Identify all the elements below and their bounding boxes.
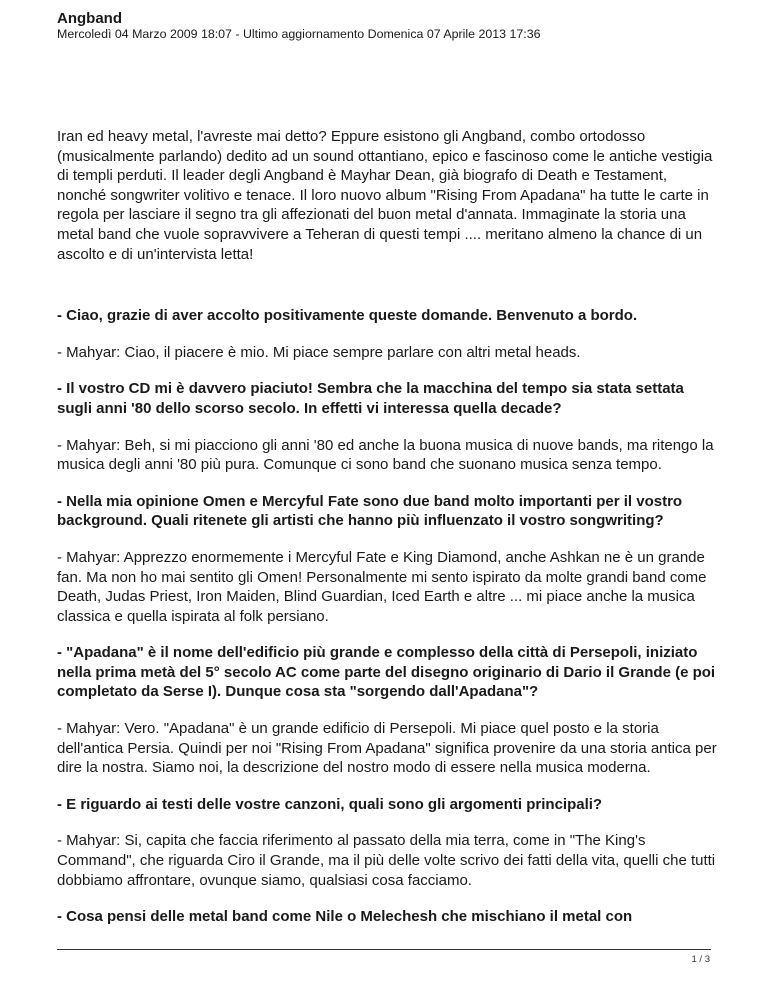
question-1: - Ciao, grazie di aver accolto positivamente queste domande. Benvenuto a bordo. <box>57 307 638 325</box>
answer-5: - Mahyar: Si, capita che faccia riferimento al passato della mia terra, come in "The King's Command", che riguarda Ciro il Grande, ma il più delle volte scrivo dei fatti della vita, quelli che tutti dobbiamo affrontare, ovunque siamo, qualsiasi cosa facciamo. <box>57 832 716 889</box>
date-meta: Mercoledì 04 Marzo 2009 18:07 - Ultimo aggiornamento Domenica 07 Aprile 2013 17:36 <box>57 27 541 41</box>
page-header <box>57 10 717 42</box>
question-3: - Nella mia opinione Omen e Mercyful Fate sono due band molto importanti per il vostro background. Quali ritenete gli artisti che hanno più influenzato il vostro songwriting? <box>57 492 683 530</box>
answer-2: - Mahyar: Beh, si mi piacciono gli anni '80 ed anche la buona musica di nuove bands, ma ritengo la musica degli anni '80 più pura. Comunque ci sono band che suonano musica senza tempo. <box>57 436 714 474</box>
answer-4: - Mahyar: Vero. "Apadana" è un grande edificio di Persepoli. Mi piace quel posto e la storia dell'antica Persia. Quindi per noi "Rising From Apadana" significa provenire da una storia antica per dire la nostra. Siamo noi, la descrizione del nostro modo di essere nella musica moderna. <box>57 720 717 777</box>
footer-divider <box>57 949 711 950</box>
question-4: - "Apadana" è il nome dell'edificio più grande e complesso della città di Persepoli, iniziato nella prima metà del 5° secolo AC come parte del disegno originario di Dario il Grande (e poi completato da Serse I). Dunque cosa sta "sorgendo dall'Apadana"? <box>57 644 716 701</box>
page-title: Angband <box>57 10 122 27</box>
question-6: - Cosa pensi delle metal band come Nile o Melechesh che mischiano il metal con <box>57 908 633 926</box>
answer-3: - Mahyar: Apprezzo enormemente i Mercyful Fate e King Diamond, anche Ashkan ne è un grande fan. Ma non ho mai sentito gli Omen! Personalmente mi sento ispirato da molte grandi band come Death, Judas Priest, Iron Maiden, Blind Guardian, Iced Earth e altre ... mi piace anche la musica classica e quella ispirata al folk persiano. <box>57 548 707 625</box>
page-number: 1 / 3 <box>691 954 710 965</box>
intro-paragraph: Iran ed heavy metal, l'avreste mai detto? Eppure esistono gli Angband, combo ortodosso (musicalmente parlando) dedito ad un sound ottantiano, epico e fascinoso come le antiche vestigia di templi perduti. Il leader degli Angband è Mayhar Dean, già biografo di Death e Testament, nonché songwriter volitivo e tenace. Il loro nuovo album "Rising From Apadana" ha tutte le carte in regola per lasciare il segno tra gli affezionati del buon metal d'annata. Immaginate la storia una metal band che vuole sopravvivere a Teheran di questi tempi .... meritano almeno la chance di un ascolto e di un'intervista letta! <box>57 128 713 263</box>
answer-1: - Mahyar: Ciao, il piacere è mio. Mi piace sempre parlare con altri metal heads. <box>57 343 581 361</box>
article-body <box>57 127 717 944</box>
question-2: - Il vostro CD mi è davvero piaciuto! Sembra che la macchina del tempo sia stata settata sugli anni '80 dello scorso secolo. In effetti vi interessa quella decade? <box>57 380 684 417</box>
question-5: - E riguardo ai testi delle vostre canzoni, quali sono gli argomenti principali? <box>57 795 603 813</box>
